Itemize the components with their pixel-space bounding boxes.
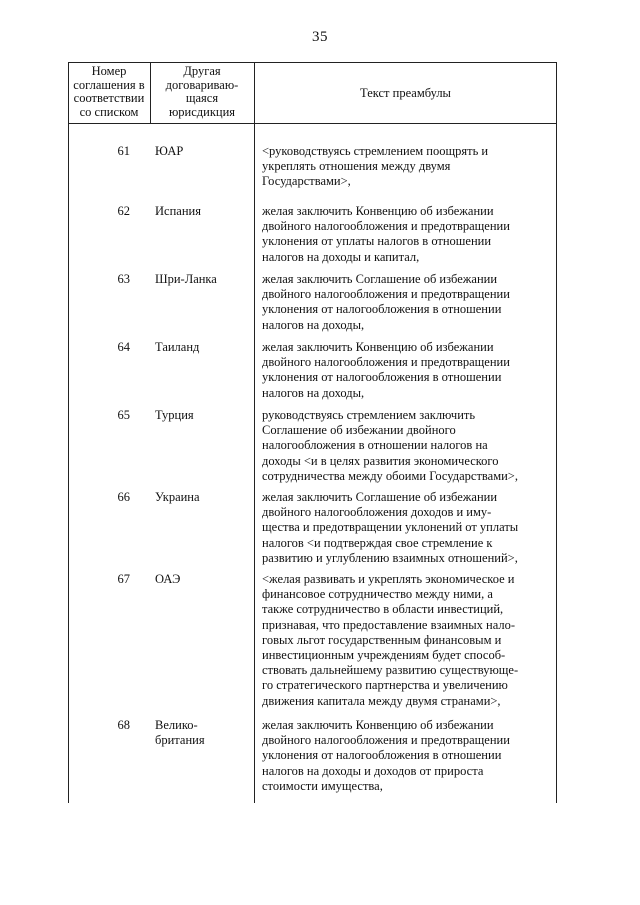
- table-row: [68, 144, 557, 204]
- table-header: [68, 63, 557, 124]
- row-preamble: желая заключить Конвенцию об избежании двойного налогообложения и предотвращении уклонения от уплаты налогов в отношении налогов на доходы и капитал,: [262, 204, 510, 264]
- preamble-table: [68, 62, 557, 804]
- row-preamble: желая заключить Конвенцию об избежании двойного налогообложения и предотвращении уклонения от налогообложения в отношении налогов на доходы,: [262, 340, 510, 400]
- row-country: ОАЭ: [155, 572, 181, 586]
- row-number: 63: [117, 272, 130, 286]
- table-row: [68, 204, 557, 272]
- row-number: 61: [117, 144, 130, 158]
- row-number: 62: [117, 204, 130, 218]
- row-preamble: <руководствуясь стремлением поощрять и укреплять отношения между двумя Государствами>,: [262, 144, 489, 189]
- header-jurisdiction: Другая договариваю- щаяся юрисдикция: [165, 64, 239, 119]
- row-country: Испания: [155, 204, 201, 218]
- table-row: [68, 340, 557, 408]
- row-number: 64: [117, 340, 130, 354]
- row-preamble: <желая развивать и укреплять экономическое и финансовое сотрудничество между ними, а также сотрудничество в области инвестиций, признавая, что предоставление взаимных нало- говых льгот государственным финансовым и инвестиционным учреждениям будет способ- ствовать дальнейшему развитию существующе- го стратегического партнерства и увеличению движения капитала между двумя странами>,: [262, 572, 519, 708]
- page-number: 35: [312, 29, 328, 45]
- header-preamble-text: Текст преамбулы: [360, 86, 451, 100]
- row-country: Велико- британия: [155, 718, 205, 748]
- table-row: [68, 572, 557, 718]
- row-country: Шри-Ланка: [155, 272, 217, 286]
- row-country: Турция: [155, 408, 194, 422]
- row-country: Таиланд: [155, 340, 200, 354]
- row-preamble: желая заключить Соглашение об избежании двойного налогообложения доходов и иму- щества и предотвращении уклонений от уплаты налогов <и подтверждая свое стремление к развитию и углублению взаимных отношений>,: [262, 490, 519, 565]
- table-row: [68, 408, 557, 490]
- row-number: 68: [117, 718, 130, 732]
- row-country: Украина: [155, 490, 200, 504]
- row-number: 66: [117, 490, 130, 504]
- row-country: ЮАР: [155, 144, 184, 158]
- row-preamble: желая заключить Конвенцию об избежании двойного налогообложения и предотвращении уклонения от налогообложения в отношении налогов на доходы и доходов от прироста стоимости имущества,: [262, 718, 510, 793]
- row-preamble: желая заключить Соглашение об избежании двойного налогообложения и предотвращении уклонения от налогообложения в отношении налогов на доходы,: [262, 272, 510, 332]
- table-row: [68, 490, 557, 572]
- header-agreement-number: Номер соглашения в соответствии со списком: [73, 64, 145, 119]
- table-row: [68, 718, 557, 804]
- row-preamble: руководствуясь стремлением заключить Соглашение об избежании двойного налогообложения в отношении налогов на доходы <и в целях развития экономического сотрудничества между обоими Государствами>,: [262, 408, 518, 483]
- row-number: 65: [117, 408, 130, 422]
- row-number: 67: [117, 572, 130, 586]
- table-row: [68, 272, 557, 340]
